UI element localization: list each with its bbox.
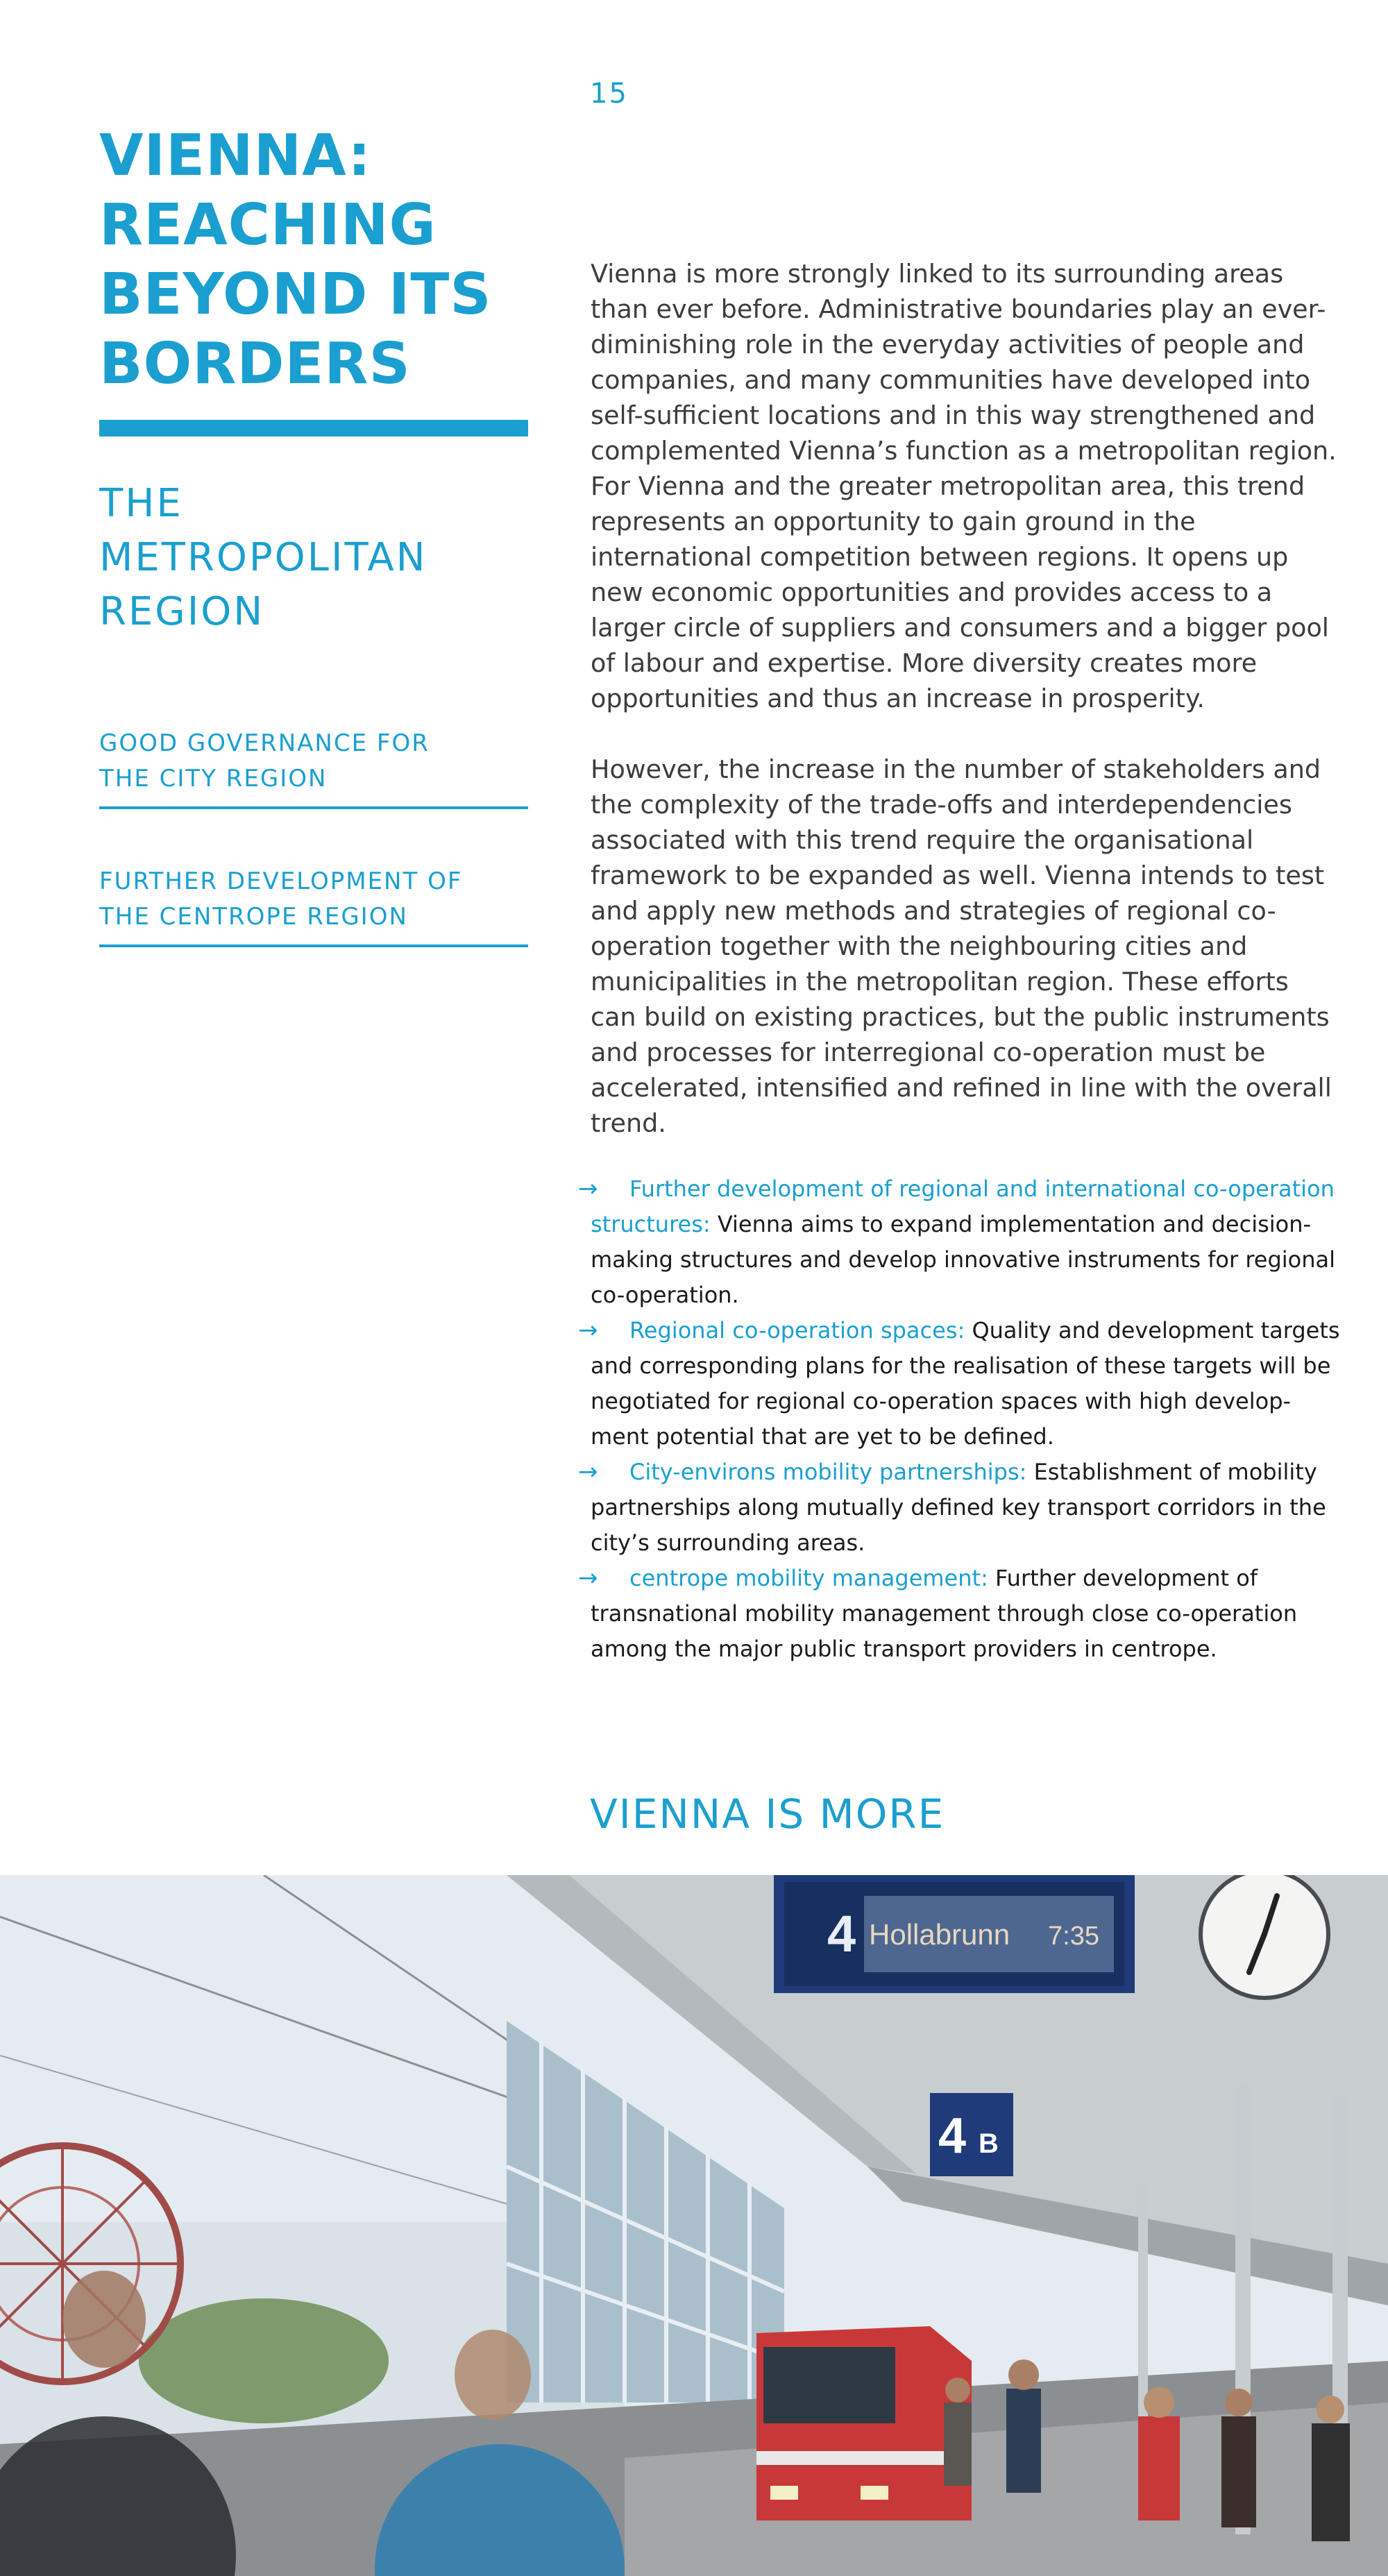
bullet-label: Regional co-operation spaces: (629, 1317, 965, 1344)
departure-time: 7:35 (1048, 1922, 1099, 1951)
section-heading: VIENNA IS MORE (590, 1790, 945, 1838)
list-item (578, 1171, 1340, 1313)
train-station-photo (0, 1875, 1388, 2576)
side-nav-good-governance[interactable]: GOOD GOVERNANCE FOR THE CITY REGION (99, 726, 528, 809)
platform-sign-number: 4 (938, 2108, 967, 2164)
bullet-label: City-environs mobility partnerships: (629, 1459, 1027, 1485)
bullet-text: Establishment of mobility partnerships along mutually defined key transport corridors in the city’s surrounding areas. (591, 1459, 1326, 1556)
side-nav-centrope-region[interactable]: FURTHER DEVELOPMENT OF THE CENTROPE REGION (99, 864, 528, 947)
page-title: VIENNA: REACHING BEYOND ITS BORDERS (99, 123, 492, 397)
section-subtitle: THE METROPOLITAN REGION (99, 481, 428, 634)
right-column (578, 256, 1340, 1667)
list-item (578, 1313, 1340, 1455)
bullet-list (578, 1171, 1340, 1667)
arrow-right-icon: → (578, 1458, 598, 1486)
arrow-right-icon: → (578, 1564, 598, 1592)
arrow-right-icon: → (578, 1175, 598, 1203)
bullet-text: Quality and development targets and corresponding plans for the realisation of these targets will be negotiated for regional co-operation spaces with high development potential that are yet to be defined. (591, 1317, 1340, 1450)
platform-number: 4 (827, 1905, 856, 1963)
bullet-text: Further development of transnational mobility management through close co-operation among the major public transport providers in centrope. (591, 1565, 1298, 1662)
arrow-right-icon: → (578, 1316, 598, 1344)
departure-destination: Hollabrunn (869, 1918, 1010, 1951)
page-number: 15 (590, 78, 628, 110)
left-column (99, 121, 528, 947)
title-underline-bar (99, 420, 528, 437)
body-paragraph-1: Vienna is more strongly linked to its surrounding areas than ever before. Administrative boundaries play an ever-diminishing role in the everyday activities of people and companies, and many communities have developed into self-sufficient locations and in this way strengthened and complemented Vienna’s function as a metropolitan region. For Vienna and the greater metropolitan area, this trend represents an opportunity to gain ground in the international competition between regions. It opens up new economic opportunities and provides access to a larger circle of suppliers and consumers and a bigger pool of labour and expertise. More diversity creates more opportunities and thus an increase in prosperity. (591, 259, 1337, 713)
bullet-text: Vienna aims to expand implementation and decision-making structures and develop innovative instruments for regional co-operation. (591, 1211, 1336, 1308)
bullet-label: centrope mobility management: (629, 1565, 988, 1591)
bullet-label: Further development of regional and international co-operation structures: (591, 1176, 1335, 1237)
body-paragraph-2: However, the increase in the number of stakeholders and the complexity of the trade-offs and interdependencies associated with this trend require the organisational framework to be expanded as well. Vienna intends to test and apply new methods and strategies of regional co-operation together with the neighbouring cities and municipalities in the metropolitan region. These efforts can build on existing practices, but the public instruments and processes for interregional co-operation must be accelerated, intensified and refined in line with the overall trend. (591, 754, 1332, 1138)
list-item (578, 1455, 1340, 1561)
platform-sign-suffix: B (979, 2128, 999, 2159)
list-item (578, 1561, 1340, 1667)
